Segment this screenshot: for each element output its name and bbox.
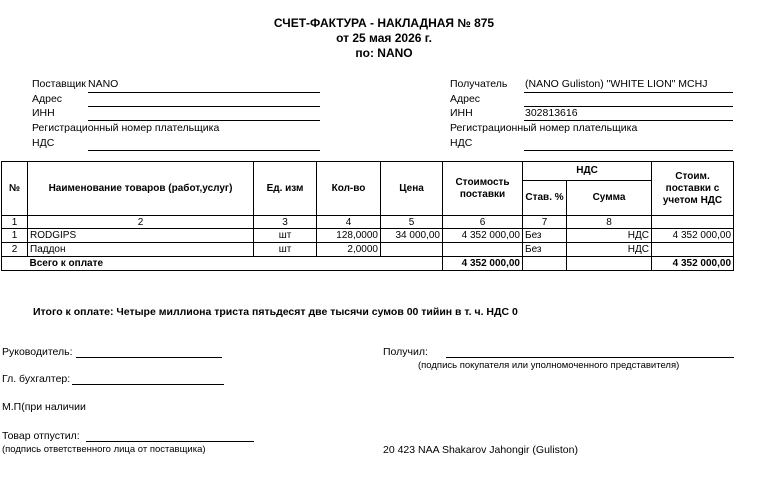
director-line (76, 357, 222, 358)
mp-label: М.П(при наличии (2, 401, 86, 413)
row-cost: 4 352 000,00 (443, 229, 523, 243)
col-number: 1 (2, 216, 28, 229)
table-row (2, 243, 734, 257)
col-number: 3 (254, 216, 317, 229)
row-unit: шт (254, 229, 317, 243)
released-label: Товар отпустил: (2, 430, 80, 442)
total-row (2, 257, 734, 271)
itogo-text: Итого к оплате: Четыре миллиона триста пятьдесят две тысячи сумов 00 тийин в т. ч. НДС 0 (33, 306, 518, 318)
invoice-date: от 25 мая 2026 г. (336, 31, 432, 45)
supplier-line (88, 92, 320, 93)
col-total-header: Стоим. поставки с учетом НДС (652, 162, 734, 216)
col-name-header: Наименование товаров (работ,услуг) (28, 162, 254, 216)
row-price: 34 000,00 (381, 229, 443, 243)
row-qty: 128,0000 (317, 229, 381, 243)
col-number: 5 (381, 216, 443, 229)
total-cost: 4 352 000,00 (443, 257, 523, 271)
total-label: Всего к оплате (28, 257, 443, 271)
invoice-title: СЧЕТ-ФАКТУРА - НАКЛАДНАЯ № 875 (273, 16, 495, 30)
recipient-inn-label: ИНН (450, 107, 473, 119)
row-cost (443, 243, 523, 257)
row-vat-rate: Без (523, 229, 567, 243)
director-label: Руководитель: (2, 346, 73, 358)
supplier-nds-line (88, 150, 320, 151)
row-qty: 2,0000 (317, 243, 381, 257)
row-name: Паддон (28, 243, 254, 257)
col-qty-header: Кол-во (317, 162, 381, 216)
received-note: (подпись покупателя или уполномоченного представителя) (418, 360, 680, 371)
received-line (446, 357, 734, 358)
row-price (381, 243, 443, 257)
recipient-value: (NANO Guliston) "WHITE LION" MCHJ (525, 78, 708, 90)
col-number: 7 (523, 216, 567, 229)
supplier-address-label: Адрес (32, 93, 63, 105)
col-unit-header: Ед. изм (254, 162, 317, 216)
released-note: (подпись ответственного лица от поставщика) (2, 444, 206, 455)
row-name: RODGIPS (28, 229, 254, 243)
total-sum: 4 352 000,00 (652, 257, 734, 271)
invoice-po: по: NANO (355, 46, 413, 60)
recipient-regnum-label: Регистрационный номер плательщика (450, 122, 638, 134)
supplier-address-line (88, 106, 320, 107)
recipient-label: Получатель (450, 78, 508, 90)
supplier-nds-label: НДС (32, 137, 55, 149)
row-vat-rate: Без (523, 243, 567, 257)
recipient-inn-value: 302813616 (525, 107, 578, 119)
recipient-address-label: Адрес (450, 93, 481, 105)
supplier-label: Поставщик (32, 78, 86, 90)
col-number: 4 (317, 216, 381, 229)
accountant-line (72, 384, 224, 385)
recipient-line (524, 92, 733, 93)
recipient-nds-label: НДС (450, 137, 473, 149)
col-number (652, 216, 734, 229)
agent-text: 20 423 NAA Shakarov Jahongir (Guliston) (383, 444, 578, 456)
col-number: 8 (567, 216, 652, 229)
row-no: 2 (2, 243, 28, 257)
col-vat-header: НДС (523, 162, 652, 181)
received-label: Получил: (383, 346, 428, 358)
col-no-header: № (2, 162, 28, 216)
supplier-regnum-label: Регистрационный номер плательщика (32, 122, 220, 134)
row-vat-sum: НДС (567, 229, 652, 243)
invoice-table (1, 161, 734, 271)
row-total: 4 352 000,00 (652, 229, 734, 243)
table-row (2, 229, 734, 243)
row-total (652, 243, 734, 257)
supplier-inn-line (88, 120, 320, 121)
row-unit: шт (254, 243, 317, 257)
recipient-nds-line (524, 150, 733, 151)
col-number: 6 (443, 216, 523, 229)
supplier-value: NANO (88, 78, 119, 90)
released-line (86, 441, 254, 442)
row-vat-sum: НДС (567, 243, 652, 257)
col-cost-header: Стоимость поставки (443, 162, 523, 216)
row-no: 1 (2, 229, 28, 243)
col-vat-rate-header: Став. % (523, 181, 567, 216)
accountant-label: Гл. бухгалтер: (2, 373, 71, 385)
supplier-inn-label: ИНН (32, 107, 55, 119)
col-price-header: Цена (381, 162, 443, 216)
col-number: 2 (28, 216, 254, 229)
recipient-inn-line (524, 120, 733, 121)
col-vat-sum-header: Сумма (567, 181, 652, 216)
